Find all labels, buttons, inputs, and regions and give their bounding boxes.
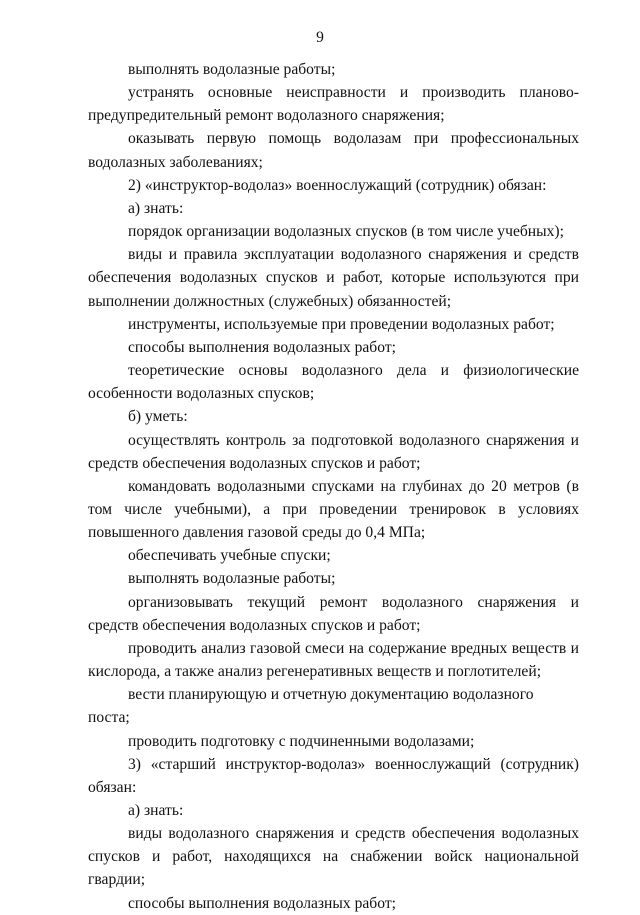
paragraph: вести планирующую и отчетную документацию водолазного поста; (88, 686, 534, 727)
paragraph: способы выполнения водолазных работ; (128, 894, 396, 912)
paragraph: организовывать текущий ремонт водолазного снаряжения и средств обеспечения водолазных спусков и работ; (88, 593, 579, 634)
paragraph: проводить подготовку с подчиненными водолазами; (128, 732, 475, 750)
paragraph: выполнять водолазные работы; (128, 570, 336, 588)
paragraph: виды водолазного снаряжения и средств обеспечения водолазных спусков и работ, находящихся на снабжении войск национальной гвардии; (88, 825, 579, 889)
paragraph: порядок организации водолазных спусков (в том числе учебных); (128, 223, 564, 241)
paragraph: оказывать первую помощь водолазам при профессиональных водолазных заболеваниях; (88, 130, 579, 171)
paragraph: осуществлять контроль за подготовкой водолазного снаряжения и средств обеспечения водолазных спусков и работ; (88, 431, 579, 472)
paragraph: инструменты, используемые при проведении водолазных работ; (128, 315, 555, 333)
paragraph: 3) «старший инструктор-водолаз» военнослужащий (сотрудник) обязан: (88, 755, 579, 796)
paragraph: теоретические основы водолазного дела и физиологические особенности водолазных спусков; (88, 362, 579, 403)
paragraph: виды и правила эксплуатации водолазного снаряжения и средств обеспечения водолазных спусков и работ, которые используются при выполнении должностных (служебных) обязанностей; (88, 246, 579, 310)
paragraph: 2) «инструктор-водолаз» военнослужащий (сотрудник) обязан: (128, 176, 547, 194)
paragraph: командовать водолазными спусками на глубинах до 20 метров (в том числе учебными), а при проведении тренировок в условиях повышенного давления газовой среды до 0,4 МПа; (88, 477, 579, 542)
paragraph: проводить анализ газовой смеси на содержание вредных веществ и кислорода, а также анализ регенеративных веществ и поглотителей; (88, 639, 579, 681)
paragraph: устранять основные неисправности и производить планово-предупредительный ремонт водолазного снаряжения; (88, 84, 579, 125)
page-number: 9 (316, 29, 324, 46)
paragraph: обеспечивать учебные спуски; (128, 547, 331, 565)
paragraph: выполнять водолазные работы; (128, 61, 336, 78)
paragraph: способы выполнения водолазных работ; (128, 338, 396, 356)
paragraph: а) знать: (128, 199, 184, 217)
document-body (88, 58, 579, 915)
paragraph: б) уметь: (128, 408, 188, 426)
paragraph: а) знать: (128, 802, 184, 819)
